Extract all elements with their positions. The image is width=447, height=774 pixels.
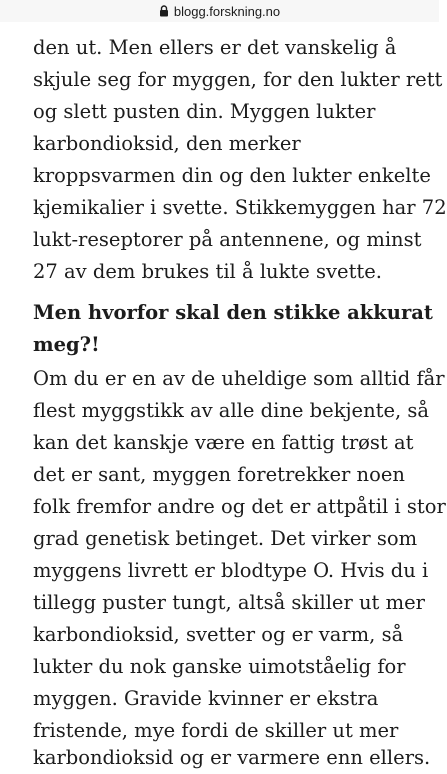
lock-icon — [159, 5, 169, 17]
text-line: lukt-reseptorer på antennene, og minst — [33, 228, 422, 251]
text-line: Om du er en av de uheldige som alltid får — [33, 367, 445, 390]
text-line: kan det kanskje være en fattig trøst at — [33, 431, 414, 454]
text-line: fristende, mye fordi de skiller ut mer — [33, 719, 399, 742]
text-line: den ut. Men ellers er det vanskelig å — [33, 36, 397, 59]
text-line: grad genetisk betinget. Det virker som — [33, 527, 418, 550]
url-bar[interactable] — [0, 0, 439, 22]
heading-line: meg?! — [33, 333, 100, 356]
text-line: kjemikalier i svette. Stikkemyggen har 72 — [33, 196, 447, 219]
text-line: folk fremfor andre og det er attpåtil i stor — [33, 495, 446, 518]
text-line: det er sant, myggen foretrekker noen — [33, 463, 405, 486]
text-line: flest myggstikk av alle dine bekjente, så — [33, 399, 430, 422]
url-text[interactable]: blogg.forskning.no — [173, 3, 281, 19]
text-line: kroppsvarmen din og den lukter enkelte — [33, 164, 431, 187]
text-line: og slett pusten din. Myggen lukter — [33, 100, 376, 123]
text-line: lukter du nok ganske uimotståelig for — [33, 655, 406, 678]
text-line: 27 av dem brukes til å lukte svette. — [33, 260, 382, 283]
text-line: myggens livrett er blodtype O. Hvis du i — [33, 559, 429, 582]
article-body — [0, 22, 447, 769]
text-line: karbondioksid og er varmere enn ellers. — [33, 746, 431, 769]
text-line: skjule seg for myggen, for den lukter rett — [33, 68, 443, 91]
heading-line: Men hvorfor skal den stikke akkurat — [33, 301, 433, 324]
text-line: tillegg puster tungt, altså skiller ut mer — [33, 591, 425, 614]
text-line: myggen. Gravide kvinner er ekstra — [33, 687, 379, 710]
text-line: karbondioksid, svetter og er varm, så — [33, 623, 404, 646]
text-line: karbondioksid, den merker — [33, 132, 301, 155]
